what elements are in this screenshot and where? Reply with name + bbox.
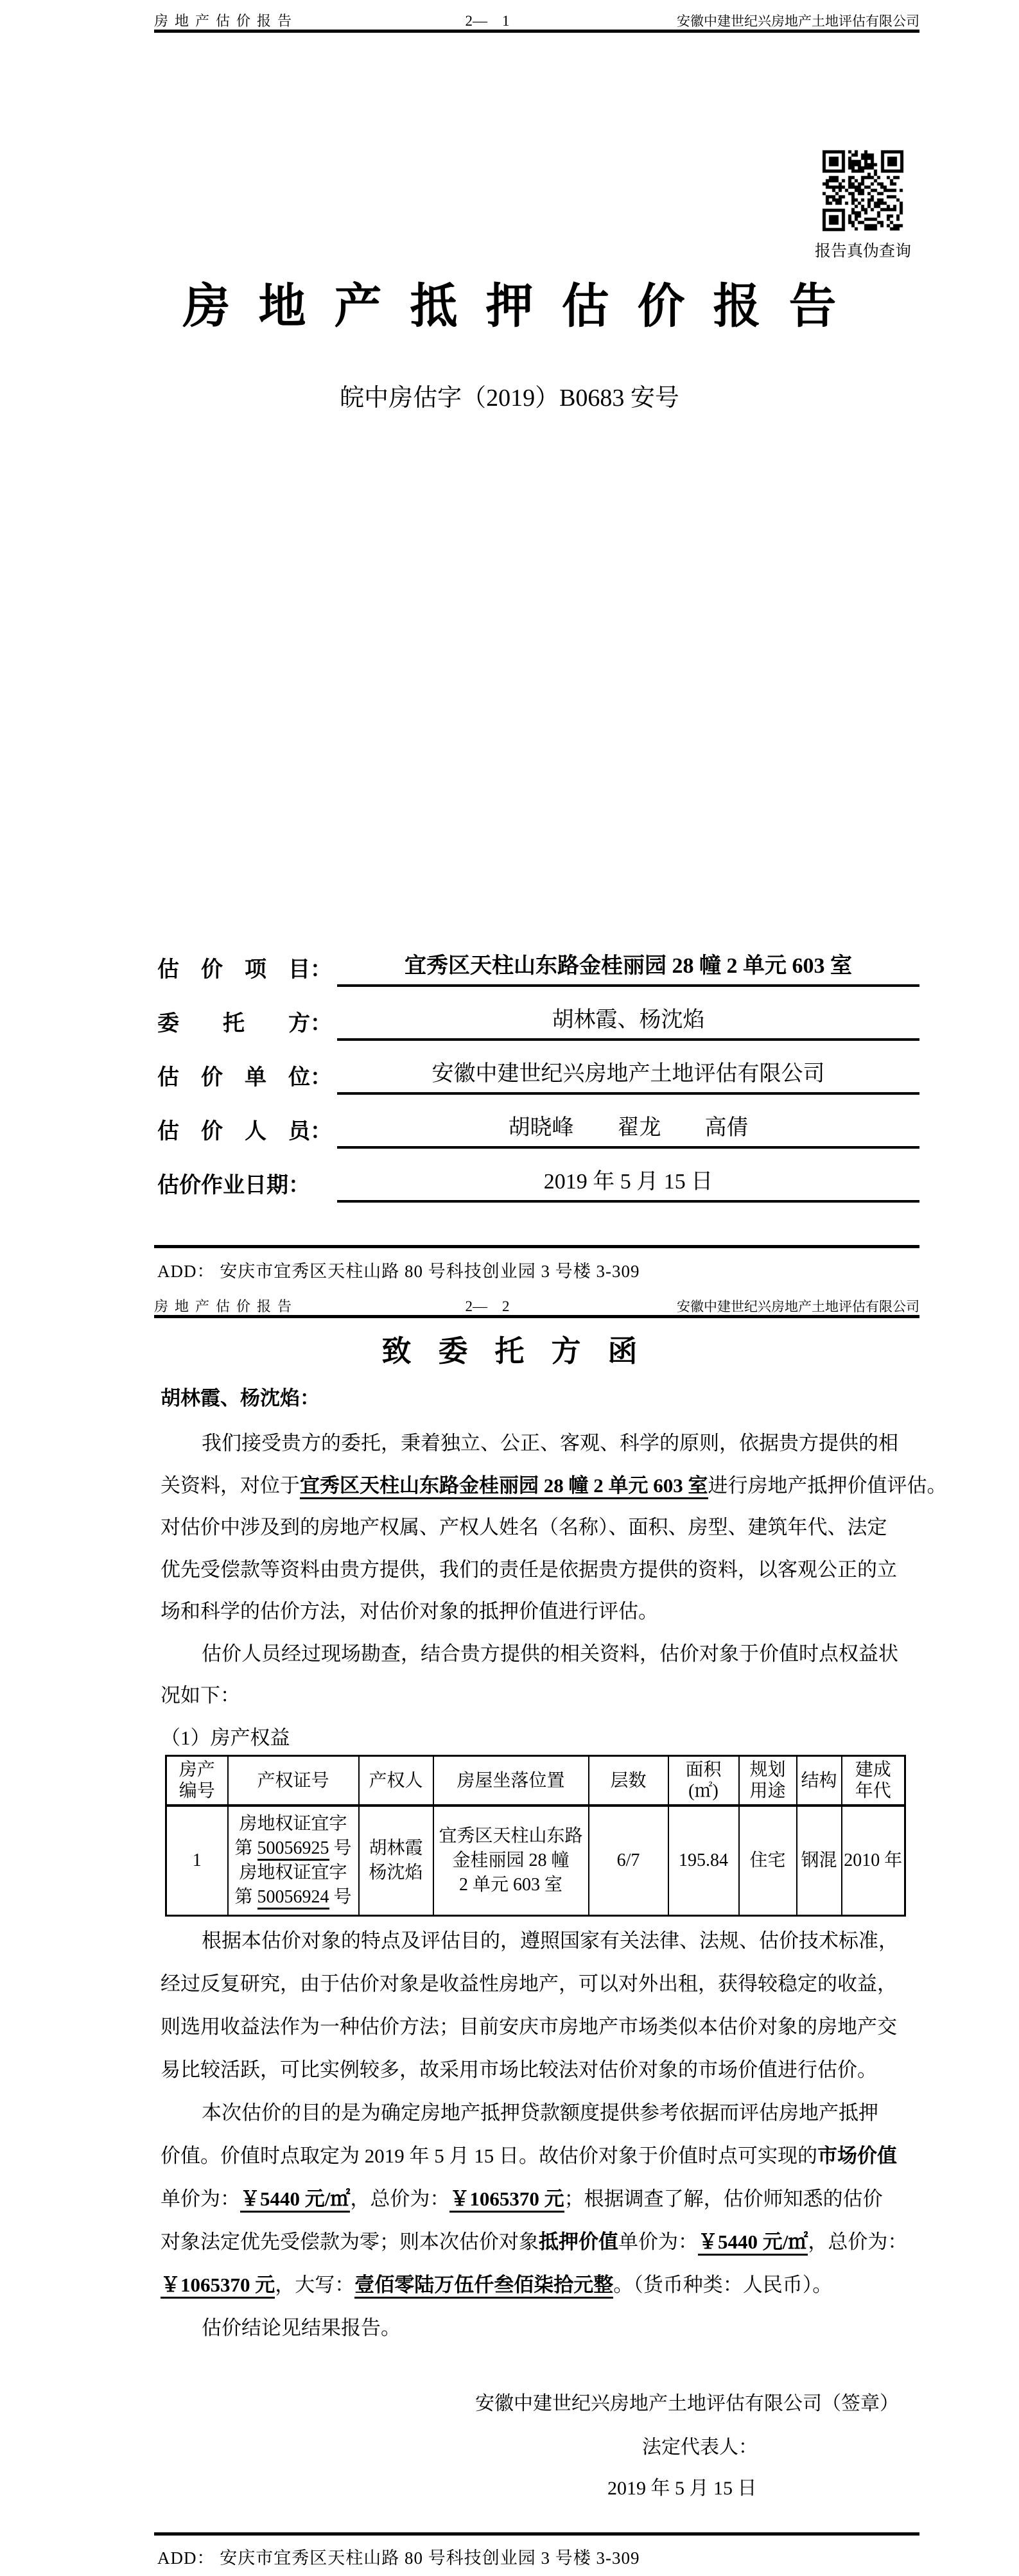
text-segment: 估价人员经过现场勘查，结合贵方提供的相关资料，估价对象于价值时点权益状: [202, 1642, 898, 1665]
info-value: 宜秀区天柱山东路金桂丽园 28 幢 2 单元 603 室: [337, 948, 919, 987]
info-row-project: [157, 936, 919, 987]
text-line: [161, 2091, 925, 2134]
letter-paragraph-1: [161, 1422, 947, 1759]
text-line: [161, 1675, 925, 1717]
text-line: [161, 2048, 925, 2091]
text-line: 年代: [855, 1781, 891, 1801]
text-segment: 估价结论见结果报告。: [202, 2317, 401, 2339]
text-line: [161, 1962, 925, 2005]
text-line: 房产: [179, 1760, 215, 1780]
info-value: 胡晓峰 翟龙 高倩: [337, 1110, 919, 1149]
text-segment: 195.84: [679, 1850, 728, 1870]
text-segment: 关资料，对位于: [161, 1474, 300, 1497]
table-cell: [668, 1806, 739, 1916]
info-row-appraisal-agency: [157, 1043, 919, 1095]
text-segment: 住宅: [749, 1850, 786, 1870]
info-label: 估 价 人 员：: [157, 1120, 332, 1144]
running-header-company: 安徽中建世纪兴房地产土地评估有限公司: [676, 1299, 919, 1314]
text-line: 产权人: [369, 1770, 423, 1791]
text-segment: 杨沈焰: [369, 1863, 423, 1883]
table-header-cell: [166, 1756, 228, 1806]
info-label: 委 托 方：: [157, 1012, 332, 1036]
text-line: [434, 1824, 588, 1849]
header-rule: [154, 30, 919, 33]
text-line: [161, 1717, 925, 1759]
table-header-cell: [797, 1756, 842, 1806]
text-segment: ，总价为：: [350, 2188, 450, 2210]
table-header-cell: [842, 1756, 905, 1806]
table-cell: [228, 1806, 359, 1916]
text-segment: ，总价为：: [808, 2231, 908, 2253]
text-segment: 壹佰零陆万伍仟叁佰柒拾元整: [354, 2274, 613, 2299]
text-segment: ￥5440 元/㎡: [240, 2188, 350, 2213]
text-line: [161, 1506, 925, 1549]
text-line: 房屋坐落位置: [457, 1770, 565, 1791]
text-line: [434, 1849, 588, 1873]
running-header-company: 安徽中建世纪兴房地产土地评估有限公司: [676, 13, 919, 29]
text-line: 层数: [610, 1770, 647, 1791]
text-segment: 经过反复研究，由于估价对象是收益性房地产，可以对外出租，获得较稳定的收益，: [161, 1972, 897, 1995]
text-segment: 号: [329, 1887, 352, 1907]
report-reference-number: 皖中房估字（2019）B0683 安号: [340, 385, 679, 412]
text-line: [161, 2177, 925, 2220]
table-header-cell: [433, 1756, 589, 1806]
info-label: 估 价 项 目：: [157, 958, 332, 982]
text-line: [842, 1849, 905, 1873]
qr-code: [819, 146, 907, 235]
qr-code-label: 报告真伪查询: [814, 243, 911, 260]
report-verification-block: [814, 146, 912, 261]
table-header-cell: [589, 1756, 668, 1806]
text-segment: 第: [234, 1887, 257, 1907]
table-header-cell: [668, 1756, 739, 1806]
table-header-cell: [359, 1756, 433, 1806]
text-line: [434, 1873, 588, 1897]
text-segment: 抵押价值: [539, 2231, 618, 2253]
running-header-doc-type: 房地产估价报告: [154, 13, 299, 29]
closing-date: 2019 年 5 月 15 日: [607, 2478, 757, 2499]
text-line: [797, 1849, 841, 1873]
text-segment: 2 单元 603 室: [458, 1875, 562, 1895]
text-line: 编号: [179, 1781, 215, 1801]
text-segment: 1: [192, 1850, 202, 1870]
text-segment: 钢混: [801, 1850, 837, 1870]
text-segment: 50056924: [257, 1887, 329, 1910]
info-value: 2019 年 5 月 15 日: [337, 1163, 919, 1203]
text-segment: 房地权证宜字: [239, 1863, 347, 1883]
page2-footer-address: ADD： 安庆市宜秀区天柱山路 80 号科技创业园 3 号楼 3-309: [157, 2548, 640, 2568]
table-row: [166, 1806, 905, 1916]
table-cell: [589, 1806, 668, 1916]
text-segment: 优先受偿款等资料由贵方提供，我们的责任是依据贵方提供的资料，以客观公正的立: [161, 1558, 897, 1581]
info-label: 估价作业日期：: [157, 1174, 310, 1197]
info-label: 估 价 单 位：: [157, 1066, 332, 1090]
page1-running-header: [154, 9, 919, 30]
text-segment: 则选用收益法作为一种估价方法；目前安庆市房地产市场类似本估价对象的房地产交: [161, 2015, 897, 2038]
text-segment: 房地权证宜字: [239, 1814, 347, 1834]
text-line: [161, 2005, 925, 2048]
page2-running-header: [154, 1294, 919, 1316]
text-line: [161, 1549, 925, 1591]
text-segment: 易比较活跃，可比实例较多，故采用市场比较法对估价对象的市场价值进行估价。: [161, 2058, 877, 2081]
text-line: 规划: [749, 1760, 786, 1780]
text-line: [161, 1465, 947, 1507]
text-line: [360, 1836, 433, 1861]
text-line: [229, 1836, 358, 1861]
text-segment: ，大写：: [275, 2274, 355, 2296]
text-segment: 宜秀区天柱山东路: [439, 1826, 583, 1846]
table-cell: [797, 1806, 842, 1916]
text-line: [161, 1422, 925, 1465]
info-value: 安徽中建世纪兴房地产土地评估有限公司: [337, 1056, 919, 1095]
property-rights-table: [165, 1755, 906, 1917]
text-segment: 进行房地产抵押价值评估。: [708, 1474, 947, 1497]
table-cell: [433, 1806, 589, 1916]
text-line: 建成: [855, 1760, 891, 1780]
info-row-client: [157, 989, 919, 1041]
text-line: 用途: [749, 1781, 786, 1801]
text-line: [360, 1861, 433, 1885]
text-line: [161, 2220, 925, 2263]
running-header-doc-type: 房地产估价报告: [154, 1298, 299, 1314]
text-segment: 单价为：: [618, 2231, 698, 2253]
text-segment: 6/7: [616, 1850, 640, 1870]
text-segment: ￥5440 元/㎡: [698, 2231, 808, 2256]
table-header-cell: [739, 1756, 797, 1806]
info-row-appraisal-date: [157, 1151, 919, 1203]
text-line: [229, 1885, 358, 1910]
text-segment: 对象法定优先受偿款为零；则本次估价对象: [161, 2231, 539, 2253]
text-segment: ￥1065370 元: [449, 2188, 564, 2213]
text-segment: 宜秀区天柱山东路金桂丽园 28 幢 2 单元 603 室: [300, 1474, 708, 1499]
table-cell: [739, 1806, 797, 1916]
running-header-page-number: 2— 1: [465, 13, 510, 29]
footer-rule: [154, 2532, 919, 2536]
text-line: [161, 1590, 925, 1633]
table-cell: [166, 1806, 228, 1916]
text-segment: 胡林霞: [369, 1838, 423, 1858]
closing-legal-representative: 法定代表人：: [642, 2437, 758, 2458]
text-segment: 价值。价值时点取定为 2019 年 5 月 15 日。故估价对象于价值时点可实现的: [161, 2145, 817, 2167]
text-segment: 2010 年: [844, 1850, 903, 1870]
letter-title: 致委托方函: [381, 1335, 665, 1368]
table-cell: [359, 1806, 433, 1916]
text-line: [589, 1849, 668, 1873]
text-segment: 50056925: [257, 1838, 329, 1861]
text-line: [161, 1633, 925, 1675]
letter-salutation: 胡林霞、杨沈焰：: [161, 1387, 320, 1409]
text-line: [161, 2306, 925, 2349]
text-line: 面积: [685, 1760, 722, 1780]
text-line: [229, 1861, 358, 1885]
text-line: [229, 1812, 358, 1836]
table-header-row: [166, 1756, 905, 1806]
text-segment: 市场价值: [817, 2145, 897, 2167]
text-line: [161, 2134, 925, 2177]
text-segment: ；根据调查了解，估价师知悉的估价: [564, 2188, 883, 2210]
page1-footer-address: ADD： 安庆市宜秀区天柱山路 80 号科技创业园 3 号楼 3-309: [157, 1262, 640, 1281]
text-line: 产权证号: [257, 1770, 329, 1791]
text-segment: 根据本估价对象的特点及评估目的，遵照国家有关法律、法规、估价技术标准，: [202, 1929, 898, 1952]
text-segment: 本次估价的目的是为确定房地产抵押贷款额度提供参考依据而评估房地产抵押: [202, 2102, 878, 2124]
text-line: [740, 1849, 796, 1873]
text-segment: 单价为：: [161, 2188, 240, 2210]
text-segment: 我们接受贵方的委托，秉着独立、公正、客观、科学的原则，依据贵方提供的相: [202, 1432, 898, 1454]
header-rule: [154, 1315, 919, 1318]
text-line: [161, 2263, 925, 2306]
footer-rule: [154, 1245, 919, 1248]
info-value: 胡林霞、杨沈焰: [337, 1002, 919, 1041]
info-row-appraisers: [157, 1097, 919, 1149]
cover-info-block: [157, 936, 919, 1205]
running-header-page-number: 2— 2: [465, 1298, 510, 1314]
text-segment: 金桂丽园 28 幢: [452, 1850, 570, 1870]
text-segment: 。（货币种类：人民币）。: [613, 2274, 833, 2296]
text-segment: 号: [329, 1838, 352, 1858]
text-line: (㎡): [688, 1781, 719, 1801]
report-title: 房地产抵押估价报告: [182, 281, 865, 333]
text-segment: 场和科学的估价方法，对估价对象的抵押价值进行评估。: [161, 1600, 658, 1623]
table-header-cell: [228, 1756, 359, 1806]
table-cell: [842, 1806, 905, 1916]
text-segment: （1）房产权益: [161, 1726, 290, 1749]
closing-company-signature: 安徽中建世纪兴房地产土地评估有限公司（签章）: [475, 2393, 899, 2414]
text-line: [161, 1919, 925, 1962]
text-segment: 况如下：: [161, 1684, 240, 1707]
text-line: [167, 1849, 227, 1873]
text-segment: ￥1065370 元: [161, 2274, 275, 2299]
text-segment: 对估价中涉及到的房地产权属、产权人姓名（名称）、面积、房型、建筑年代、法定: [161, 1516, 887, 1538]
text-line: 结构: [801, 1770, 837, 1791]
property-rights-table-wrap: [165, 1755, 906, 1917]
text-line: [669, 1849, 738, 1873]
letter-paragraph-2: [161, 1919, 925, 2349]
text-segment: 第: [234, 1838, 257, 1858]
